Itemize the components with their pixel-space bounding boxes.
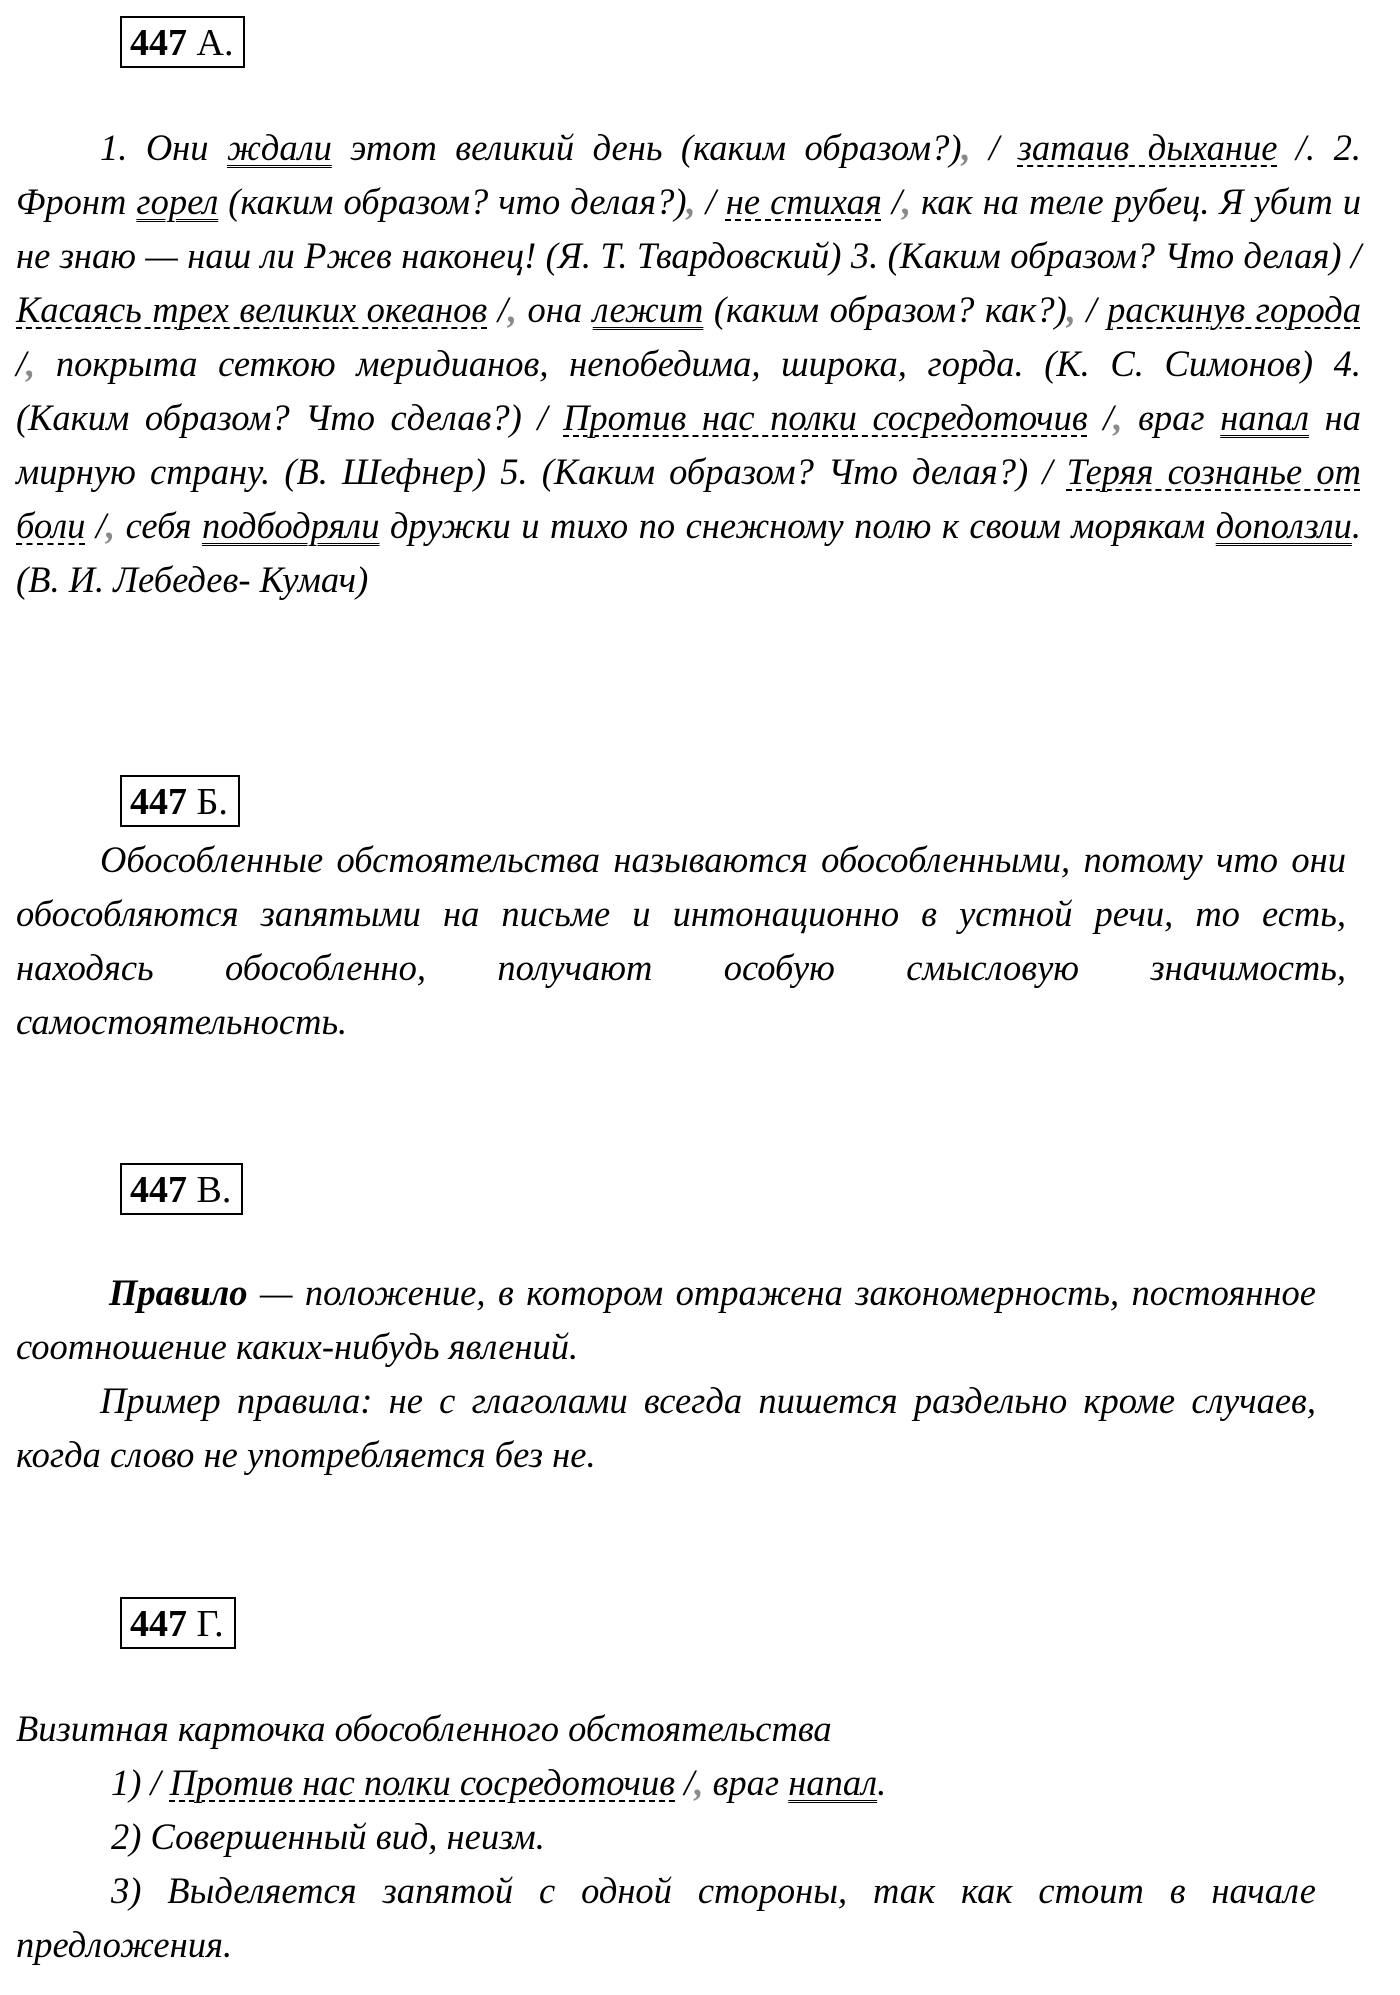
section-label-b — [120, 775, 240, 827]
exercise-number: 447 — [130, 22, 187, 64]
comma-mark: , — [106, 505, 116, 546]
section-letter: Б. — [196, 781, 228, 823]
text-run: покрыта сеткою меридианов, непобедима, широка, горда. (К. С. Симонов) 4. (Каким образом? Что сделав?) / — [16, 343, 1361, 438]
section-letter: Г. — [196, 1603, 224, 1645]
text-run: 1) / — [111, 1762, 170, 1803]
comma-mark: , — [961, 127, 971, 168]
comma-mark: , — [1066, 289, 1076, 330]
comma-mark: , — [1113, 397, 1123, 438]
rule-definition — [16, 1266, 1316, 1374]
text-run: / — [675, 1762, 695, 1803]
exercise-number: 447 — [130, 1169, 187, 1211]
exercise-number: 447 — [130, 1603, 187, 1645]
comma-mark: , — [507, 289, 518, 330]
text-run: / — [487, 289, 508, 330]
adverbial-phrase: затаив дыхание — [1017, 127, 1278, 168]
section-a-paragraph — [16, 121, 1361, 607]
card-item-2: 2) Совершенный вид, неизм. — [111, 1816, 545, 1857]
text-run: враг — [703, 1762, 789, 1803]
section-letter: В. — [196, 1169, 232, 1211]
section-d-text — [16, 1702, 1316, 1972]
text-run: / — [1075, 289, 1108, 330]
section-label-a — [120, 16, 245, 68]
text-run: . (В. И. Лебедев- Кумач) — [16, 505, 1361, 600]
predicate-word: ждали — [226, 127, 332, 168]
adverbial-phrase: Против нас полки сосредоточив — [169, 1762, 676, 1803]
text-run: / — [970, 127, 1018, 168]
text-run: / — [881, 181, 902, 222]
section-b-text — [16, 833, 1346, 1049]
rule-definition-text: — положение, в котором отражена закономерность, постоянное соотношение каких-нибудь явлений. — [16, 1272, 1316, 1367]
comma-mark: , — [686, 181, 696, 222]
card-item-1 — [16, 1756, 1316, 1810]
predicate-word: напал — [1220, 397, 1310, 438]
comma-mark: , — [694, 1762, 704, 1803]
text-run: как на теле рубец. Я убит и не знаю — наш ли Ржев наконец! (Я. Т. Твардовский) 3. (Каким образом? Что делая) / — [16, 181, 1361, 276]
card-title: Визитная карточка обособленного обстоятельства — [16, 1708, 832, 1749]
predicate-word: доползли — [1215, 505, 1352, 546]
text-run: дружки и тихо по снежному полю к своим морякам — [379, 505, 1216, 546]
section-b-paragraph: Обособленные обстоятельства называются обособленными, потому что они обособляются запятыми на письме и интонационно в устной речи, то есть, находясь обособленно, получают особую смысловую значимость, самостоятельность. — [16, 839, 1346, 1042]
text-run: враг — [1122, 397, 1221, 438]
adverbial-phrase: не стихая — [725, 181, 882, 222]
text-run: (каким образом? что делая?) — [218, 181, 687, 222]
rule-term: Правило — [109, 1272, 248, 1313]
section-a-text — [16, 121, 1361, 607]
text-run: / — [1087, 397, 1114, 438]
text-run: этот великий день (каким образом?) — [331, 127, 962, 168]
text-run: себя — [115, 505, 202, 546]
text-run: (каким образом? как?) — [703, 289, 1067, 330]
text-run: / — [16, 343, 27, 384]
text-run: / — [695, 181, 726, 222]
section-letter: А. — [196, 22, 234, 64]
predicate-word: напал — [788, 1762, 878, 1803]
exercise-number: 447 — [130, 781, 187, 823]
adverbial-phrase: Против нас полки сосредоточив — [563, 397, 1088, 438]
card-item-3: 3) Выделяется запятой с одной стороны, так как стоит в начале предложения. — [16, 1870, 1316, 1965]
section-label-d — [120, 1597, 236, 1649]
adverbial-phrase: Теряя сознанье от боли — [16, 451, 1361, 546]
text-run: /. 2. Фронт — [16, 127, 1361, 222]
text-run: / — [85, 505, 107, 546]
text-run: на мирную страну. (В. Шефнер) 5. (Каким образом? Что делая?) / — [16, 397, 1361, 492]
predicate-word: лежит — [592, 289, 704, 330]
predicate-word: горел — [136, 181, 219, 222]
adverbial-phrase: раскинув города — [1107, 289, 1361, 330]
section-c-text — [16, 1266, 1316, 1482]
rule-example: Пример правила: не с глаголами всегда пишется раздельно кроме случаев, когда слово не употребляется без не. — [16, 1380, 1316, 1475]
text-run: . — [877, 1762, 887, 1803]
comma-mark: , — [901, 181, 912, 222]
predicate-word: подбодряли — [201, 505, 380, 546]
text-run: она — [517, 289, 593, 330]
comma-mark: , — [26, 343, 36, 384]
adverbial-phrase: Касаясь трех великих океанов — [16, 289, 488, 330]
section-label-c — [120, 1163, 243, 1215]
text-run: 1. Они — [100, 127, 227, 168]
